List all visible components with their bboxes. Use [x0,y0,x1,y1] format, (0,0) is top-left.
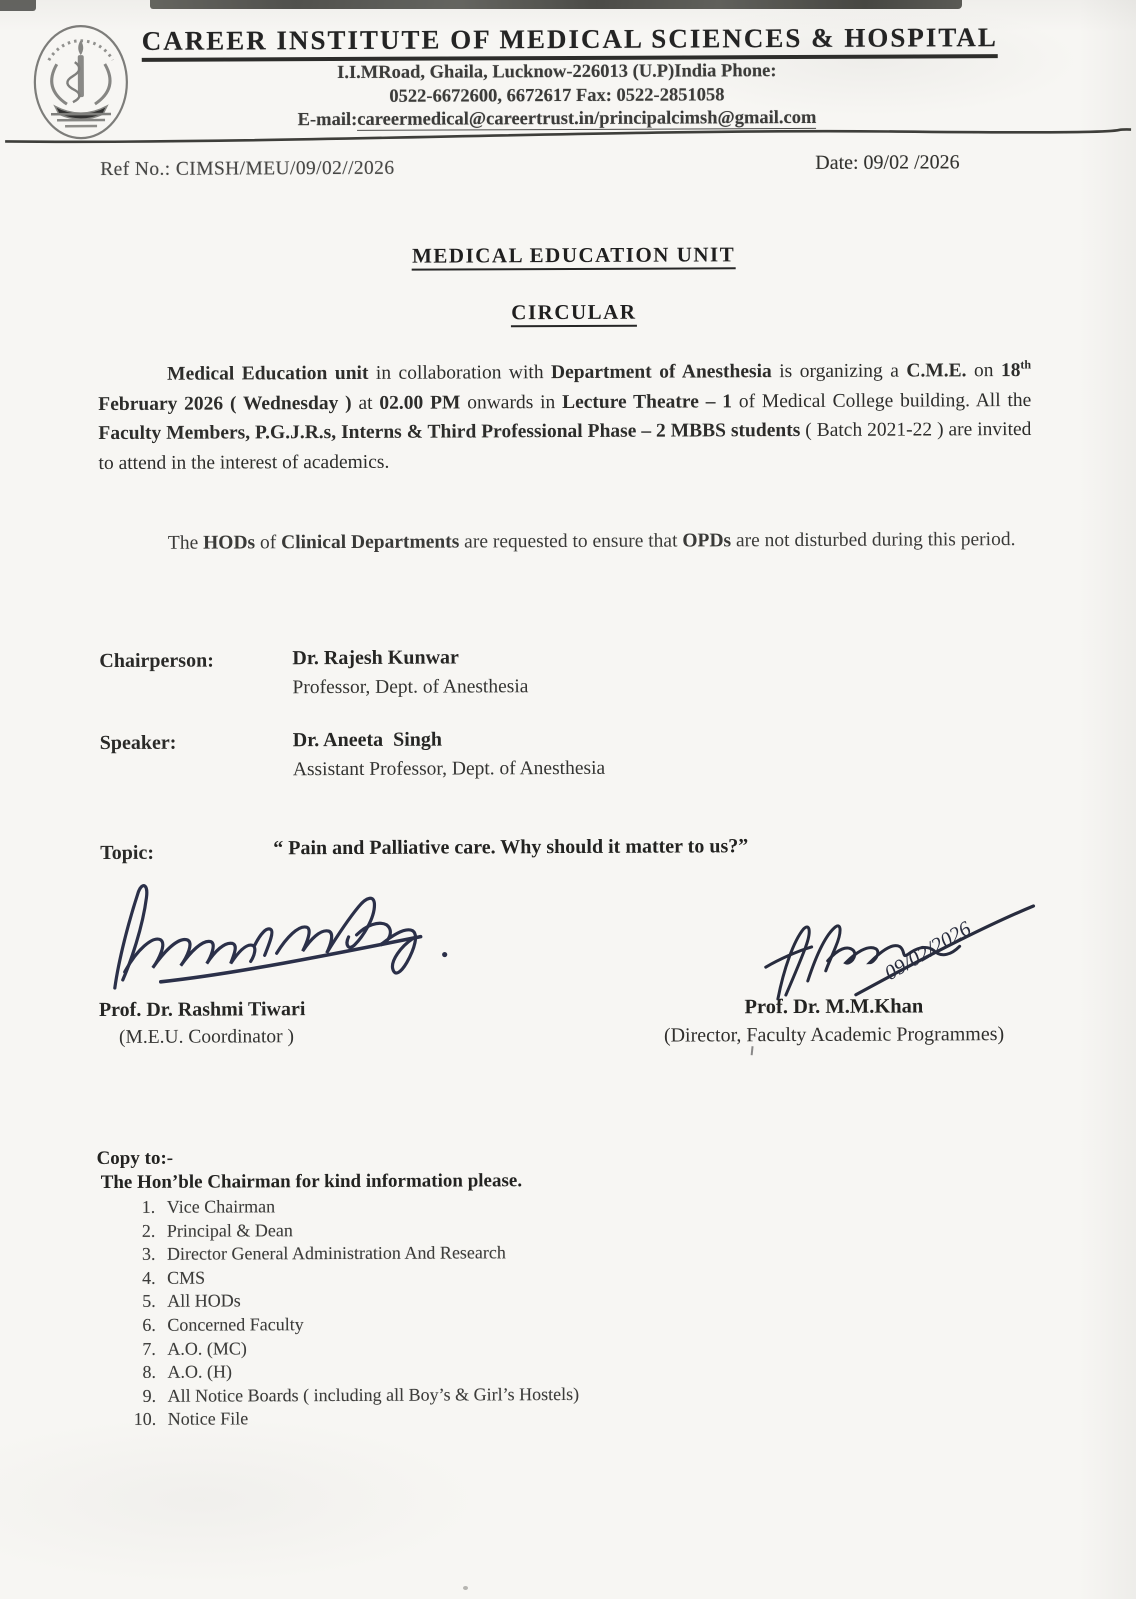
text-segment: onwards in [460,391,563,413]
text-segment: on [966,360,1001,382]
document-type-heading: CIRCULAR [14,298,1134,328]
chairperson-name: Dr. Rajesh Kunwar [292,646,459,670]
institute-address-block [262,60,852,133]
scan-artifact-dot [463,1586,468,1590]
text-segment: of [255,532,282,554]
text-segment: Department of Anesthesia [550,361,772,384]
text-segment: Faculty Members, P.G.J.R.s, Interns & Third Professional Phase – 2 MBBS students [98,419,801,445]
handwritten-signature-left-icon [108,874,461,994]
copy-to-note: The Hon’ble Chairman for kind information please. [100,1170,523,1194]
topic-title: “ Pain and Palliative care. Why should it matter to us?” [273,835,749,860]
email-label: E-mail: [297,109,358,131]
copy-to-item: 10. Notice File [161,1406,580,1431]
speaker-designation: Assistant Professor, Dept. of Anesthesia [292,757,606,781]
body-paragraph-1 [98,356,1032,478]
signatory-right-designation: (Director, Faculty Academic Programmes) [663,1023,1005,1047]
text-segment: 18 [1000,360,1021,382]
copy-to-item: 4. CMS [160,1265,579,1290]
email-address: careermedical@careertrust.in/principalcimsh@gmail.com [357,107,817,130]
text-segment: th [1020,357,1032,372]
chairperson-label: Chairperson: [99,649,214,673]
text-segment: at [351,392,380,414]
address-line-1: I.I.MRoad, Ghaila, Lucknow-226013 (U.P)India Phone: [337,61,777,84]
text-segment: is organizing a [771,360,907,383]
text-segment: are not disturbed during this period. [731,529,1016,552]
copy-to-item: 1. Vice Chairman [160,1194,579,1219]
signatory-left-name: Prof. Dr. Rashmi Tiwari [98,998,306,1022]
topic-label: Topic: [100,841,155,865]
text-segment: 02.00 PM [379,391,461,414]
signatory-right-name: Prof. Dr. M.M.Khan [744,995,924,1019]
copy-to-item: 2. Principal & Dean [160,1218,579,1243]
signatory-left-designation: (M.E.U. Coordinator ) [118,1026,295,1048]
text-segment: of Medical College building. All the [731,389,1032,412]
header-divider [0,122,1133,149]
text-segment: C.M.E. [906,360,967,382]
handwritten-signature-right-icon [743,902,1045,1009]
text-segment: HODs [203,532,256,554]
document-date: Date: 09/02 /2026 [815,151,960,174]
text-segment: Medical Education unit [167,362,369,385]
address-line-2: 0522-6672600, 6672617 Fax: 0522-2851058 [389,84,725,107]
text-segment: Clinical Departments [281,531,460,554]
copy-to-item: 9. All Notice Boards ( including all Boy’s & Girl’s Hostels) [161,1383,580,1408]
signatory-right-block [601,995,1067,1048]
handwritten-sign-date: 09/02/2026 [880,915,975,985]
copy-to-item: 5. All HODs [160,1288,579,1313]
scan-artifact-tick [751,1046,754,1055]
reference-number: Ref No.: CIMSH/MEU/09/02//2026 [100,157,395,181]
copy-to-list [120,1194,579,1432]
text-segment: OPDs [682,530,732,552]
speaker-name: Dr. Aneeta Singh [292,728,443,752]
institute-name: CAREER INSTITUTE OF MEDICAL SCIENCES & HOSPITAL [142,22,998,62]
chairperson-details [292,646,528,699]
copy-to-item: 8. A.O. (H) [160,1359,579,1384]
copy-to-item: 7. A.O. (MC) [160,1336,579,1361]
copy-to-item: 3. Director General Administration And Research [160,1241,579,1266]
chairperson-designation: Professor, Dept. of Anesthesia [292,676,529,699]
copy-to-item: 6. Concerned Faculty [160,1312,579,1337]
copy-to-heading: Copy to:- [96,1147,174,1170]
unit-heading: MEDICAL EDUCATION UNIT [14,241,1134,271]
text-segment: in collaboration with [368,362,552,384]
speaker-label: Speaker: [99,731,177,755]
text-segment: are requested to ensure that [459,530,683,553]
text-segment: ( Batch 2021-22 ) are invited to attend in the interest of academics. [98,418,1032,474]
text-segment: February 2026 ( Wednesday ) [98,392,352,415]
text-segment: Lecture Theatre – 1 [562,390,733,413]
speaker-details [293,728,606,781]
text-segment: The [167,532,204,554]
body-paragraph-2 [99,525,1032,559]
